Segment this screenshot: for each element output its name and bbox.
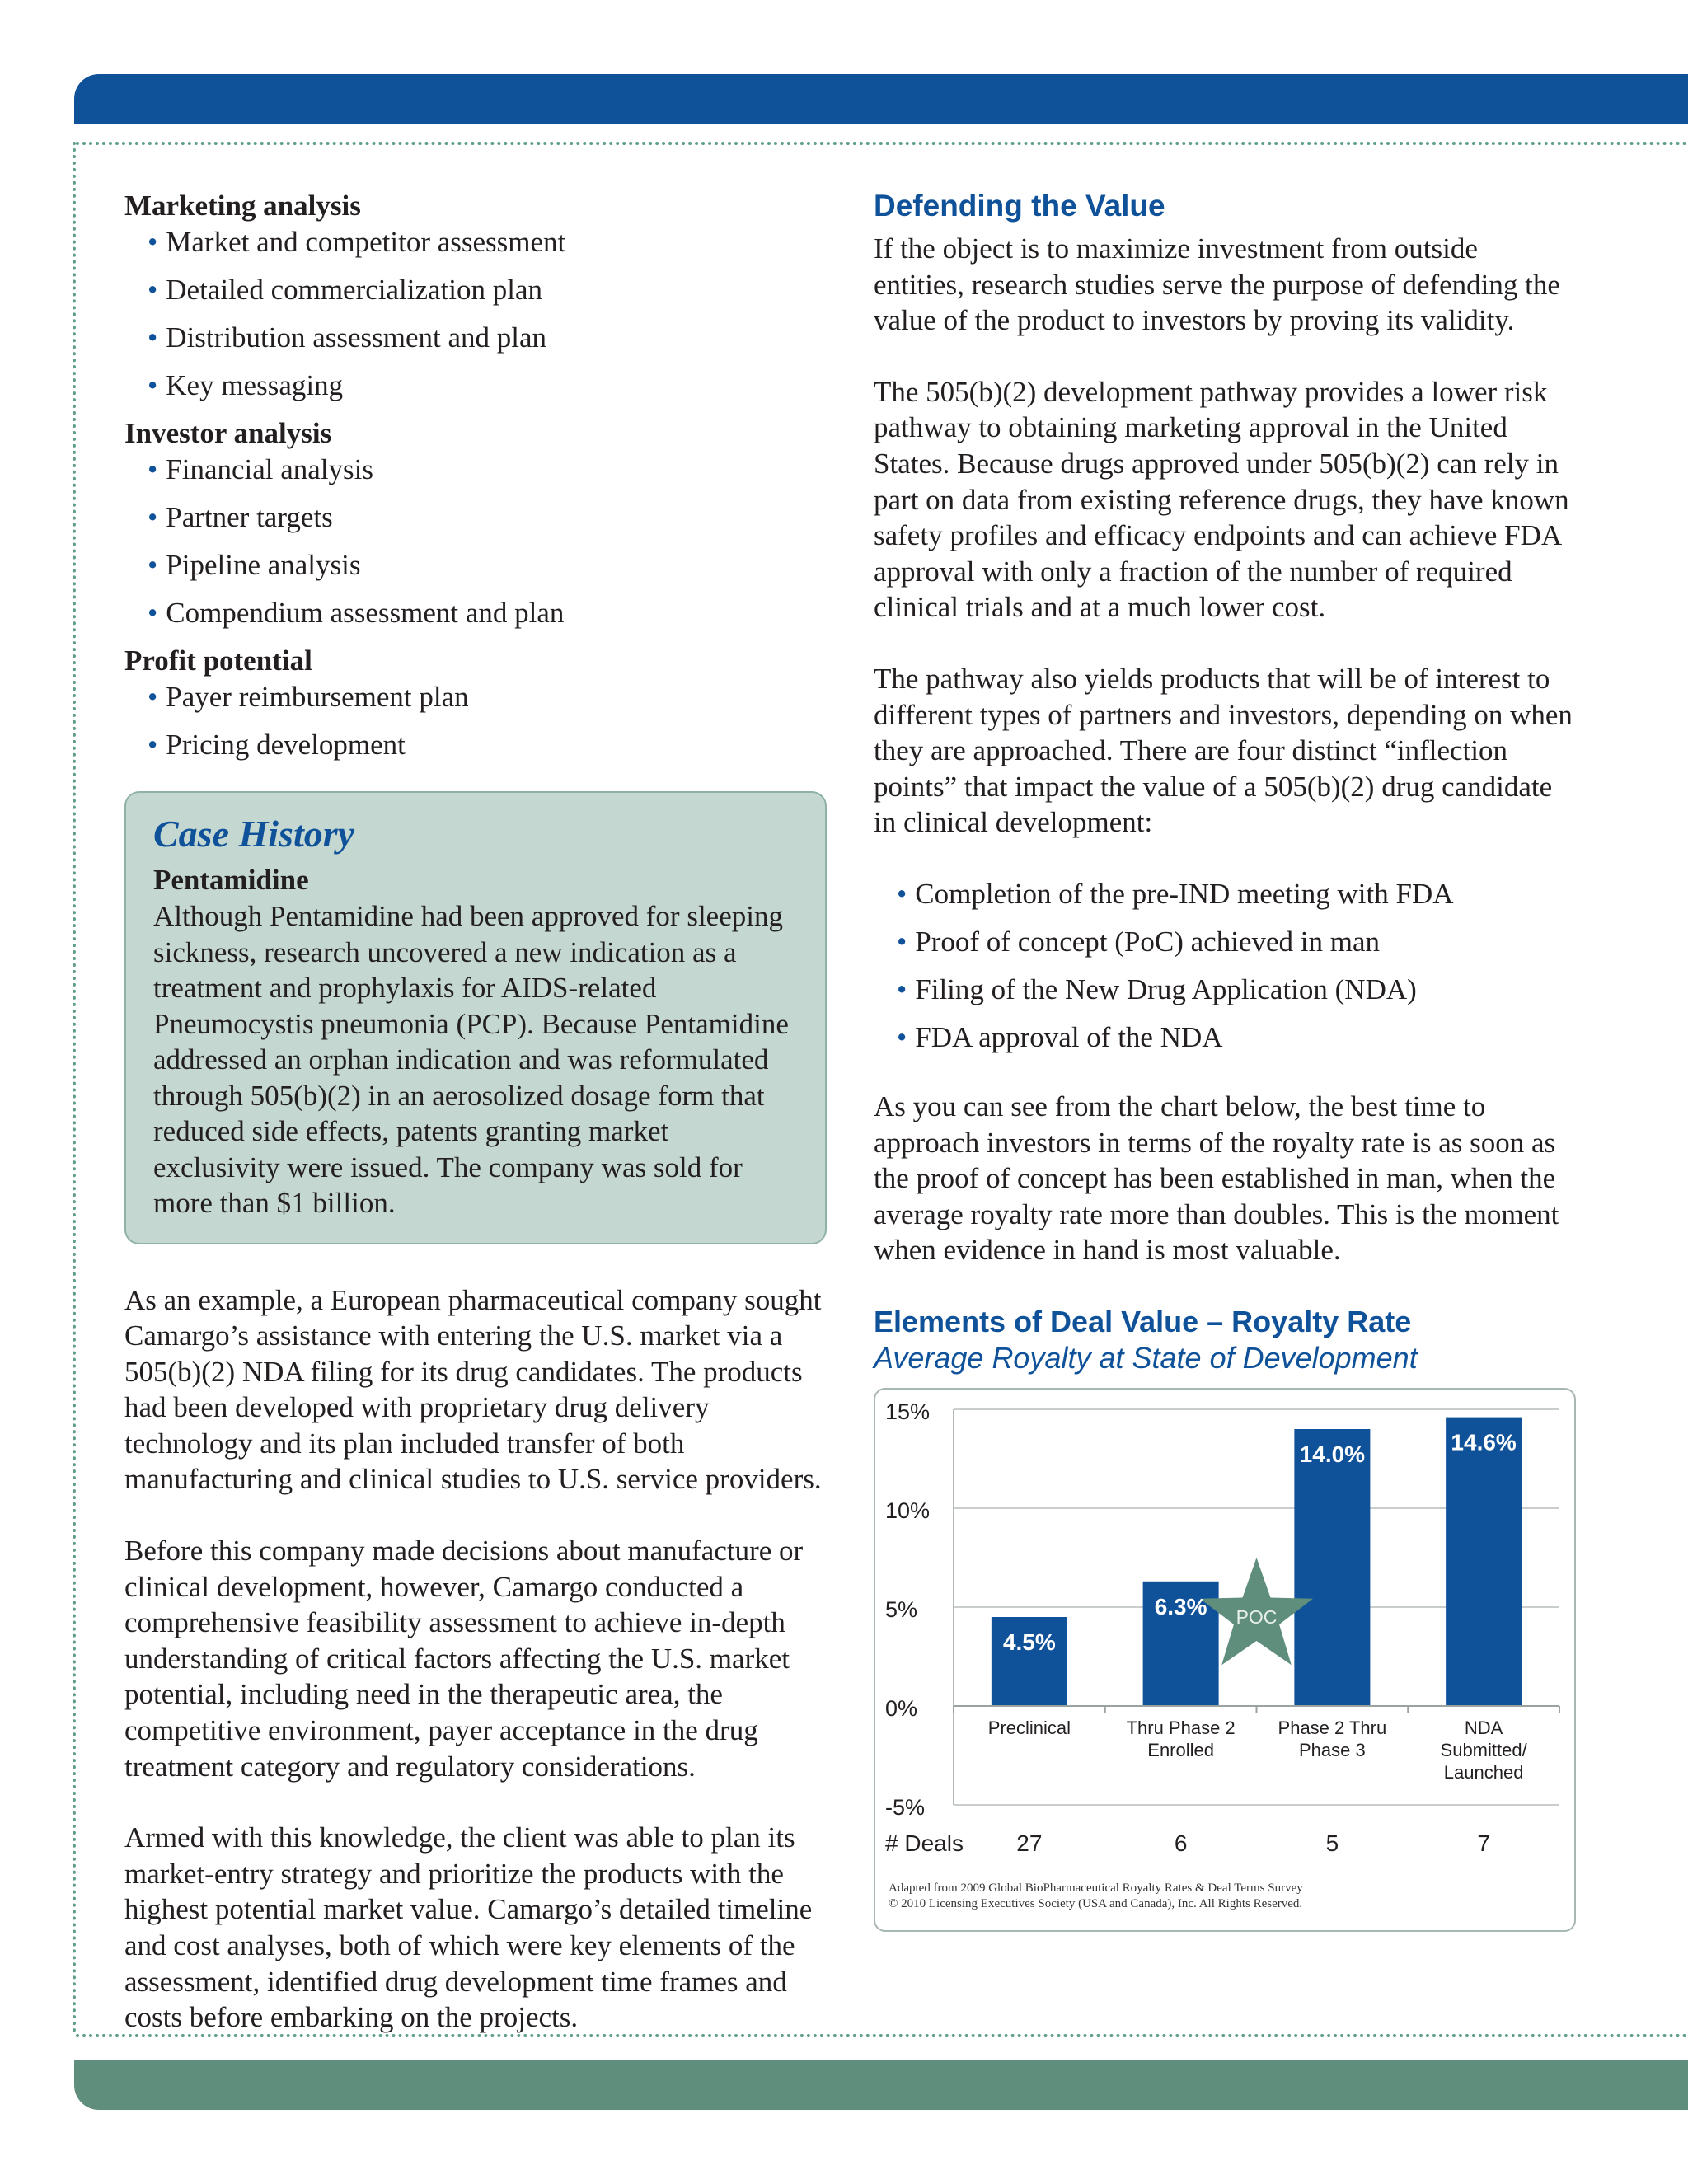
list-item: • Key messaging <box>148 368 825 404</box>
body-paragraph: The pathway also yields products that will be of interest to different types of partners and investors, depending on when they are approached. There are four distinct “inflection points” that impact the value of a 505(b)(2) drug candidate in clinical development: <box>874 662 1573 839</box>
list-item: • FDA approval of the NDA <box>897 1019 1574 1056</box>
list-item: • Detailed commercialization plan <box>148 272 825 308</box>
list-item: • Partner targets <box>148 499 825 536</box>
right-column <box>874 188 1574 1932</box>
bar <box>1294 1429 1370 1706</box>
credit-line: Adapted from 2009 Global BioPharmaceutical Royalty Rates & Deal Terms Survey <box>889 1881 1303 1895</box>
body-paragraph: The 505(b)(2) development pathway provides a lower risk pathway to obtaining marketing approval in the United States. Because drugs approved under 505(b)(2) can rely in part on data from existing reference drugs, they have known safety profiles and efficacy endpoints and can achieve FDA approval with only a fraction of the number of required clinical trials and at a much lower cost. <box>874 375 1569 624</box>
section-investor-analysis <box>124 415 825 631</box>
chart-credit <box>889 1881 1303 1912</box>
case-history-box <box>124 791 827 1244</box>
body-paragraph: If the object is to maximize investment from outside entities, research studies serve the purpose of defending the value of the product to investors by proving its validity. <box>874 232 1560 337</box>
list-item: • Financial analysis <box>148 452 825 488</box>
list-item: • Market and competitor assessment <box>148 224 825 260</box>
section-heading: Investor analysis <box>124 417 332 449</box>
list-item: • Proof of concept (PoC) achieved in man <box>897 924 1574 960</box>
x-category-label: Phase 2 Thru Phase 3 <box>1278 1717 1387 1760</box>
x-category-label: Thru Phase 2 Enrolled <box>1126 1717 1236 1760</box>
left-column <box>124 188 825 2071</box>
section-title: Defending the Value <box>874 189 1165 223</box>
list-item: • Compendium assessment and plan <box>148 595 825 631</box>
deals-count: 27 <box>1016 1830 1043 1856</box>
deals-count: 6 <box>1174 1830 1188 1856</box>
list-item: • Pricing development <box>148 727 825 763</box>
list-item: • Filing of the New Drug Application (NDA) <box>897 972 1574 1008</box>
list-item: • Payer reimbursement plan <box>148 679 825 715</box>
bullet-list <box>124 452 825 631</box>
y-tick-label: 10% <box>885 1497 931 1523</box>
chart-title: Elements of Deal Value – Royalty Rate <box>874 1304 1412 1338</box>
case-history-subtitle: Pentamidine <box>153 864 309 896</box>
y-tick-label: -5% <box>885 1794 926 1820</box>
inflection-points-list <box>874 876 1574 1056</box>
y-tick-label: 15% <box>885 1399 931 1424</box>
case-history-title: Case History <box>153 813 355 855</box>
chart-svg <box>875 1390 1578 1884</box>
bar-value-label: 6.3% <box>1154 1593 1207 1619</box>
y-tick-label: 5% <box>885 1596 918 1622</box>
y-tick-label: 0% <box>885 1695 918 1721</box>
list-item: • Distribution assessment and plan <box>148 320 825 356</box>
section-heading: Marketing analysis <box>124 190 361 222</box>
credit-line: © 2010 Licensing Executives Society (USA and Canada), Inc. All Rights Reserved. <box>889 1896 1303 1910</box>
bar-value-label: 14.6% <box>1451 1429 1517 1455</box>
top-dotted-rule <box>76 142 1688 145</box>
section-profit-potential <box>124 643 825 763</box>
bullet-list <box>124 679 825 763</box>
section-marketing-analysis <box>124 188 825 404</box>
case-history-body: Although Pentamidine had been approved for sleeping sickness, research uncovered a new indication as a treatment and prophylaxis for AIDS-related Pneumocystis pneumonia (PCP). Because Pentamidine addressed an orphan indication and was reformulated through 505(b)(2) in an aerosolized dosage form that reduced side effects, patents granting market exclusivity were issued. The company was sold for more than $1 billion. <box>153 900 789 1219</box>
section-heading: Profit potential <box>124 644 312 677</box>
chart-subtitle: Average Royalty at State of Development <box>874 1340 1418 1375</box>
x-category-label: NDA Submitted/ Launched <box>1440 1717 1527 1783</box>
body-paragraph: Armed with this knowledge, the client was able to plan its market-entry strategy and prioritize the products with the highest potential market value. Camargo’s detailed timeline and cost analyses, both of which were key elements of the assessment, identified drug development time frames and costs before embarking on the projects. <box>124 1821 813 2034</box>
deals-count: 5 <box>1325 1830 1339 1856</box>
body-paragraph: As you can see from the chart below, the best time to approach investors in terms of the royalty rate is as soon as the proof of concept has been established in man, when the average royalty rate more than doubles. This is the moment when evidence in hand is most valuable. <box>874 1090 1559 1267</box>
list-item: • Completion of the pre-IND meeting with FDA <box>897 876 1574 912</box>
deals-count: 7 <box>1477 1830 1490 1856</box>
bar-value-label: 14.0% <box>1299 1441 1366 1467</box>
bullet-list <box>124 224 825 404</box>
bar <box>1446 1417 1522 1705</box>
left-dotted-rule <box>73 142 76 2034</box>
royalty-chart <box>874 1388 1576 1932</box>
bar-value-label: 4.5% <box>1002 1629 1056 1655</box>
x-category-label: Preclinical <box>987 1717 1071 1738</box>
poc-label: POC <box>1236 1605 1278 1628</box>
deals-row-label: # Deals <box>885 1830 964 1856</box>
body-paragraph: As an example, a European pharmaceutical company sought Camargo’s assistance with entering the U.S. market via a 505(b)(2) NDA filing for its drug candidates. The products had been developed with proprietary drug delivery technology and its plan included transfer of both manufacturing and clinical studies to U.S. service providers. <box>124 1283 822 1496</box>
body-paragraph: Before this company made decisions about manufacture or clinical development, however, Camargo conducted a comprehensive feasibility assessment to achieve in-depth understanding of critical factors affecting the U.S. market potential, including need in the therapeutic area, the competitive environment, payer acceptance in the drug treatment category and regulatory considerations. <box>124 1535 804 1783</box>
list-item: • Pipeline analysis <box>148 547 825 583</box>
header-band <box>74 74 1688 124</box>
